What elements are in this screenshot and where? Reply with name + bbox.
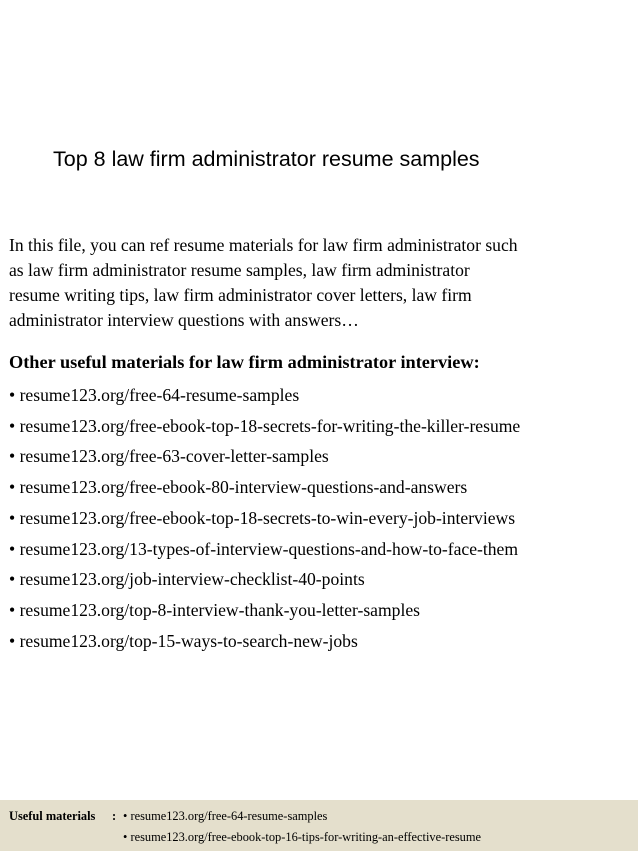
intro-line: resume writing tips, law firm administrator cover letters, law firm bbox=[9, 285, 472, 305]
footer-colon: : bbox=[112, 809, 117, 823]
intro-line: In this file, you can ref resume materials for law firm administrator such bbox=[9, 235, 518, 255]
footer-bar bbox=[0, 800, 638, 851]
materials-link[interactable]: • resume123.org/top-15-ways-to-search-new-jobs bbox=[9, 626, 520, 657]
intro-line: administrator interview questions with answers… bbox=[9, 310, 359, 330]
materials-link[interactable]: • resume123.org/free-63-cover-letter-samples bbox=[9, 441, 520, 472]
materials-link[interactable]: • resume123.org/free-ebook-80-interview-questions-and-answers bbox=[9, 472, 520, 503]
footer-label: Useful materials bbox=[9, 809, 96, 823]
materials-link[interactable]: • resume123.org/free-ebook-top-18-secrets-to-win-every-job-interviews bbox=[9, 503, 520, 534]
materials-link[interactable]: • resume123.org/job-interview-checklist-40-points bbox=[9, 564, 520, 595]
materials-link[interactable]: • resume123.org/top-8-interview-thank-you-letter-samples bbox=[9, 595, 520, 626]
intro-line: as law firm administrator resume samples, law firm administrator bbox=[9, 260, 470, 280]
footer-link[interactable]: • resume123.org/free-ebook-top-16-tips-for-writing-an-effective-resume bbox=[123, 827, 481, 847]
page-title: Top 8 law firm administrator resume samples bbox=[53, 147, 480, 171]
footer-link[interactable]: • resume123.org/free-64-resume-samples bbox=[123, 806, 327, 826]
materials-link[interactable]: • resume123.org/13-types-of-interview-questions-and-how-to-face-them bbox=[9, 534, 520, 565]
intro-paragraph bbox=[9, 233, 634, 333]
materials-heading: Other useful materials for law firm administrator interview: bbox=[9, 352, 480, 372]
materials-list bbox=[9, 380, 520, 656]
materials-link[interactable]: • resume123.org/free-ebook-top-18-secrets-for-writing-the-killer-resume bbox=[9, 411, 520, 442]
materials-link[interactable]: • resume123.org/free-64-resume-samples bbox=[9, 380, 520, 411]
